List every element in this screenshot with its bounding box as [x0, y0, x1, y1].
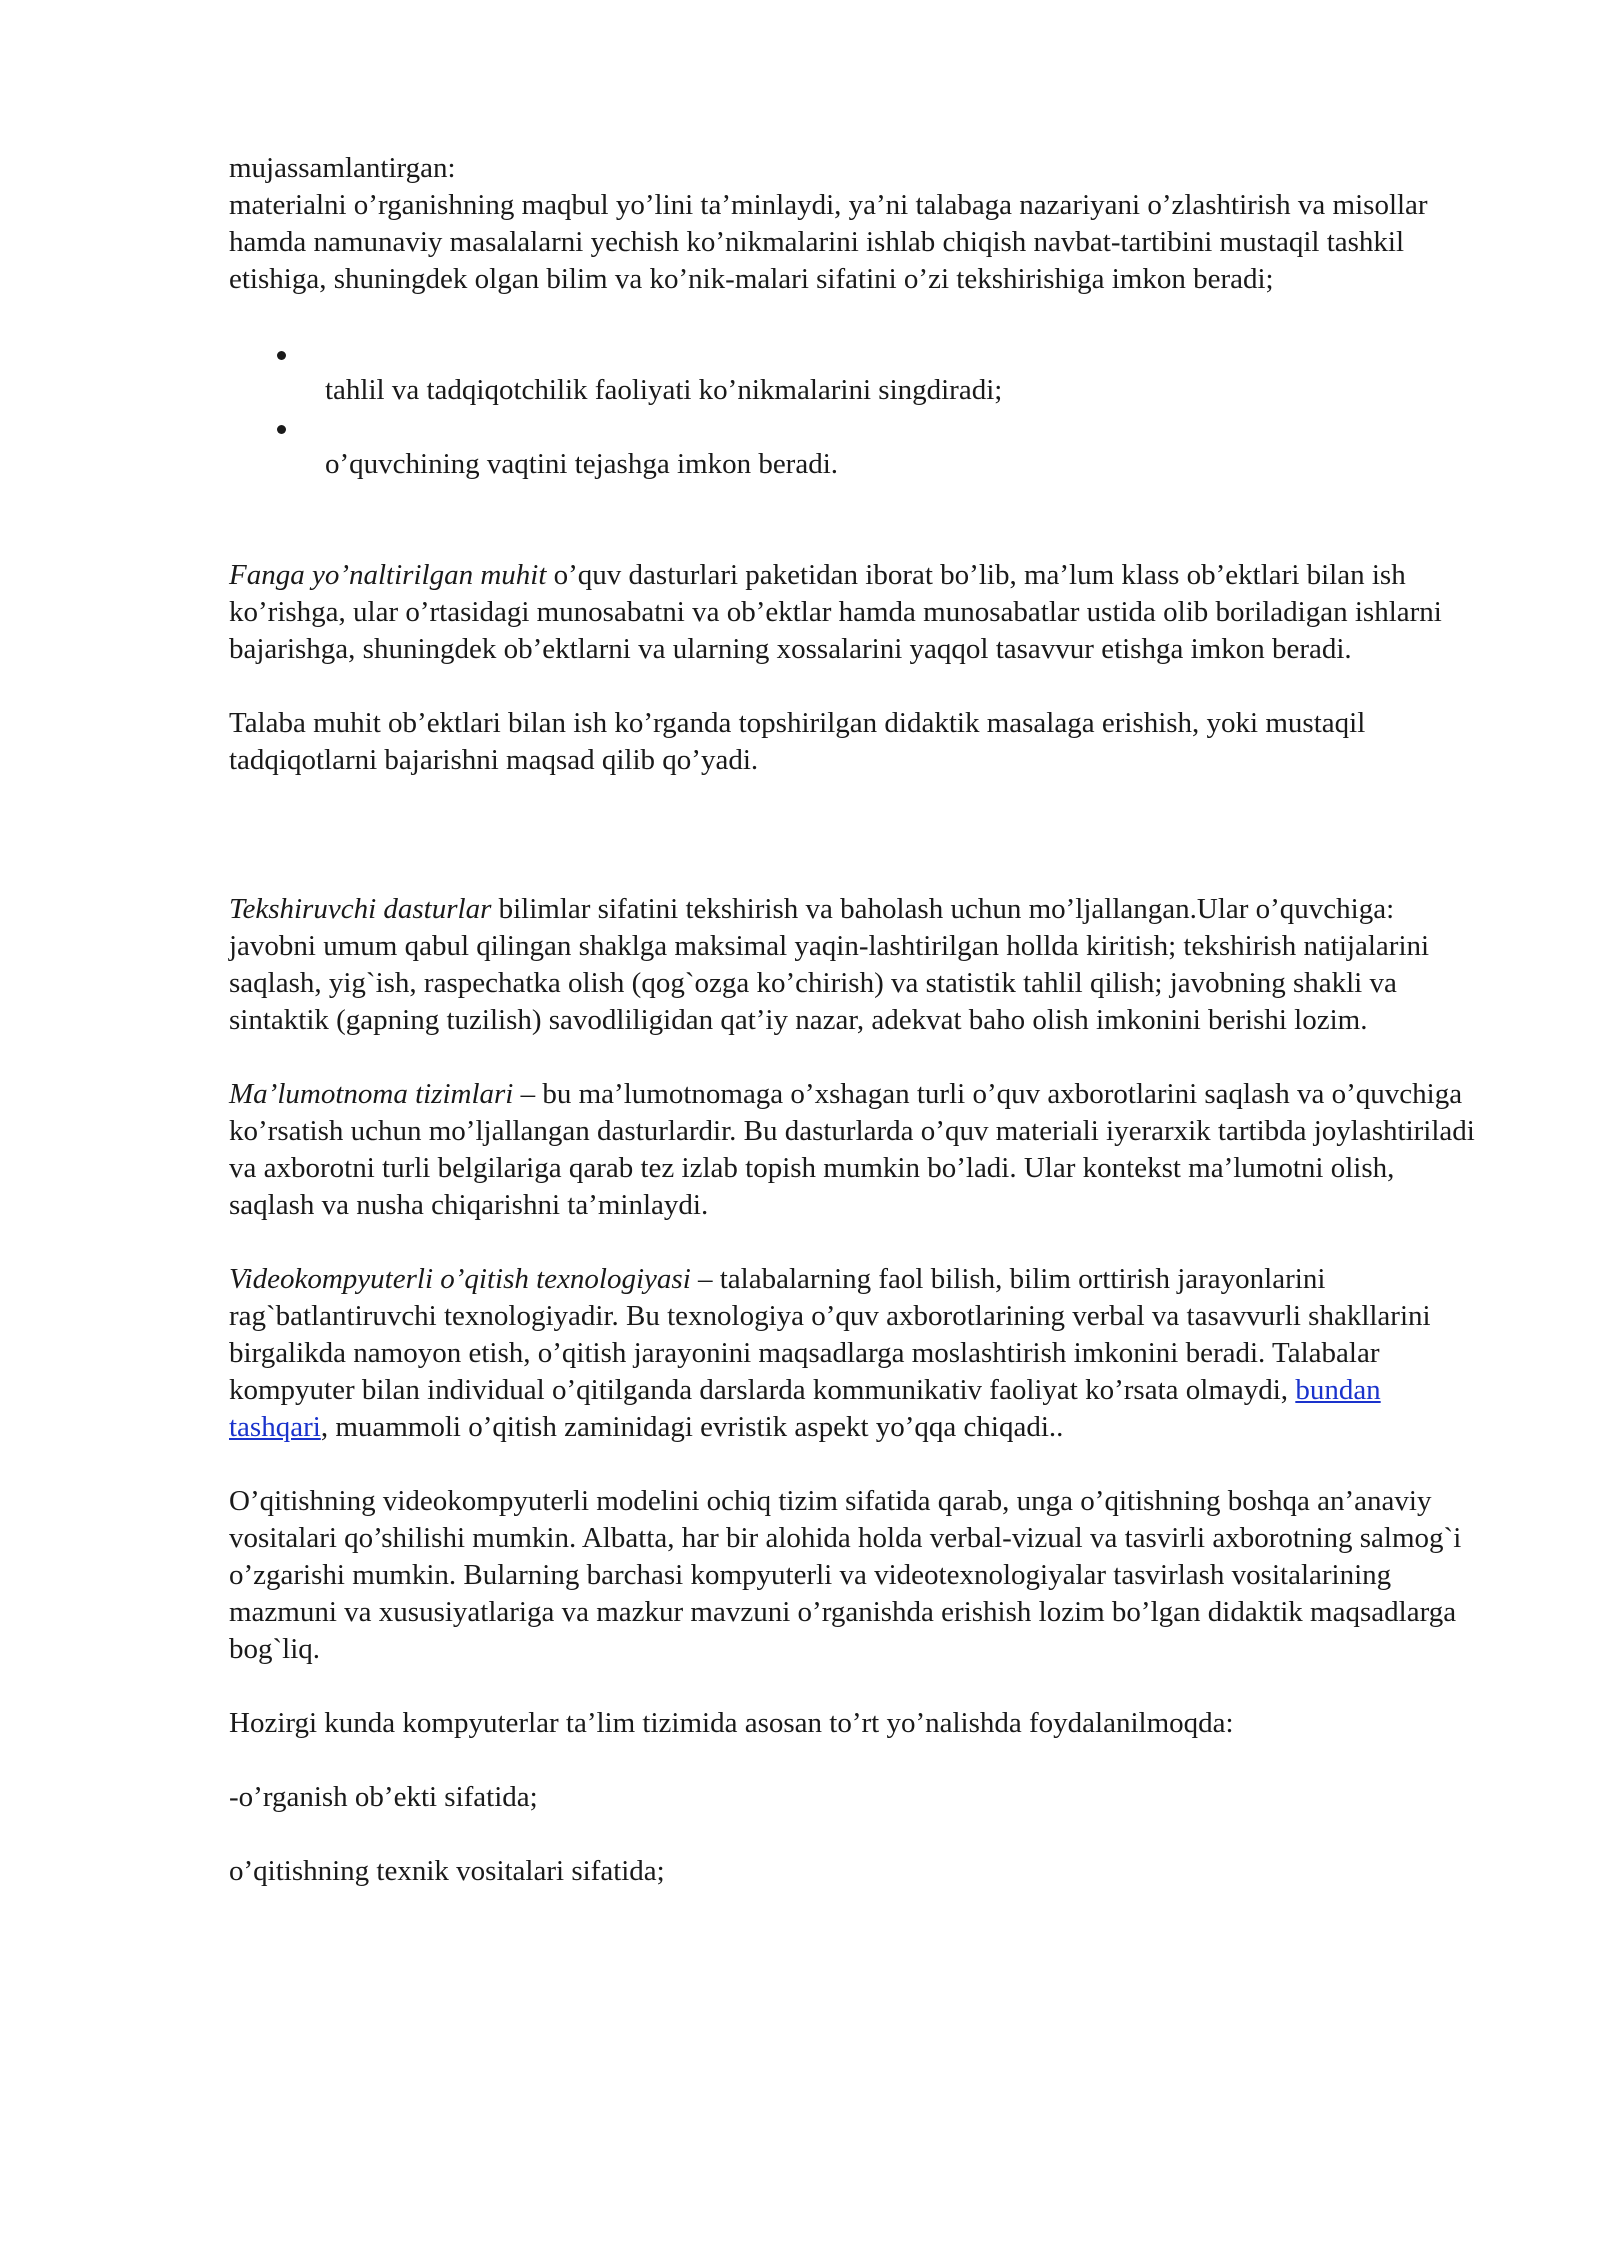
- intro-heading: mujassamlantirgan:: [229, 152, 456, 184]
- bullet-text: tahlil va tadqiqotchilik faoliyati ko’nikmalarini singdiradi;: [325, 374, 1003, 406]
- fanga-term: Fanga yo’naltirilgan muhit: [229, 559, 547, 591]
- spacer: [229, 1742, 1479, 1779]
- hozirgi-paragraph: Hozirgi kunda kompyuterlar ta’lim tizimida asosan to’rt yo’nalishda foydalanilmoqda:: [229, 1707, 1234, 1739]
- tekshiruvchi-text: bilimlar sifatini tekshirish va baholash uchun mo’ljallangan.Ular o’quvchiga: javobni umum qabul qilingan shaklga maksimal yaqin-lashtirilgan hollda kiritish; tekshirish natijalarini saqlash, yig`ish, raspechatka olish (qog`ozga ko’chirish) va statistik tahlil qilish; javobning shakli va sintaktik (gapning tuzilish) savodliligidan qat’iy nazar, adekvat baho olish imkonini berishi lozim.: [229, 893, 1430, 1036]
- list-item: [229, 409, 1479, 483]
- list-item: [229, 335, 1479, 409]
- spacer: [229, 1816, 1479, 1853]
- malumotnoma-text: – bu ma’lumotnomaga o’xshagan turli o’quv axborotlarini saqlash va o’quvchiga ko’rsatish uchun mo’ljallangan dasturlardir. Bu dasturlarda o’quv materiali iyerarxik tartibda joylashtiriladi va axborotni turli belgilariga qarab tez izlab topish mumkin bo’ladi. Ular kontekst ma’lumotni olish, saqlash va nusha chiqarishni ta’minlaydi.: [229, 1078, 1475, 1221]
- document-page: [229, 150, 1479, 1890]
- talaba-paragraph: Talaba muhit ob’ektlari bilan ish ko’rganda topshirilgan didaktik masalaga erishish, yoki mustaqil tadqiqotlarni bajarishni maqsad qilib qo’yadi.: [229, 707, 1366, 776]
- fanga-paragraph: [229, 557, 1479, 668]
- spacer: [229, 1039, 1479, 1076]
- bullet-icon: [229, 335, 1479, 372]
- malumotnoma-paragraph: [229, 1076, 1479, 1224]
- bundan-tashqari-link[interactable]: bundan tashqari: [229, 1374, 1381, 1443]
- spacer: [229, 1224, 1479, 1261]
- bullet-icon: [229, 409, 1479, 446]
- intro-paragraph: materialni o’rganishning maqbul yo’lini ta’minlaydi, ya’ni talabaga nazariyani o’zlashtirish va misollar hamda namunaviy masalalarni yechish ko’nikmalarini ishlab chiqish navbat-tartibini mustaqil tashkil etishiga, shuningdek olgan bilim va ko’nik-malari sifatini o’zi tekshirishiga imkon beradi;: [229, 189, 1428, 295]
- spacer: [229, 1668, 1479, 1705]
- list-item-1: -o’rganish ob’ekti sifatida;: [229, 1781, 538, 1813]
- model-paragraph: O’qitishning videokompyuterli modelini ochiq tizim sifatida qarab, unga o’qitishning boshqa an’anaviy vositalari qo’shilishi mumkin. Albatta, har bir alohida holda verbal-vizual va tasvirli axborotning salmog`i o’zgarishi mumkin. Bularning barchasi kompyuterli va videotexnologiyalar tasvirlash vositalarining mazmuni va xususiyatlariga va mazkur mavzuni o’rganishda erishish lozim bo’lgan didaktik maqsadlarga bog`liq.: [229, 1485, 1462, 1665]
- bullet-list: [229, 335, 1479, 483]
- list-item-2: o’qitishning texnik vositalari sifatida;: [229, 1855, 665, 1887]
- spacer: [229, 668, 1479, 705]
- video-paragraph: [229, 1261, 1479, 1446]
- spacer: [229, 1446, 1479, 1483]
- tekshiruvchi-paragraph: [229, 891, 1479, 1039]
- bullet-text: o’quvchining vaqtini tejashga imkon beradi.: [325, 448, 839, 480]
- spacer: [229, 298, 1479, 335]
- malumotnoma-term: Ma’lumotnoma tizimlari: [229, 1078, 514, 1110]
- video-text-after: , muammoli o’qitish zaminidagi evristik aspekt yo’qqa chiqadi..: [320, 1411, 1064, 1443]
- fanga-text: o’quv dasturlari paketidan iborat bo’lib, ma’lum klass ob’ektlari bilan ish ko’rishga, ular o’rtasidagi munosabatni va ob’ektlar hamda munosabatlar ustida olib boriladigan ishlarni bajarishga, shuningdek ob’ektlarni va ularning xossalarini yaqqol tasavvur etishga imkon beradi.: [229, 559, 1442, 665]
- spacer: [229, 779, 1479, 891]
- video-text-before: – talabalarning faol bilish, bilim orttirish jarayonlarini rag`batlantiruvchi texnologiyadir. Bu texnologiya o’quv axborotlarining verbal va tasavvurli shakllarini birgalikda namoyon etish, o’qitish jarayonini maqsadlarga moslashtirish imkonini beradi. Talabalar kompyuter bilan individual o’qitilganda darslarda kommunikativ faoliyat ko’rsata olmaydi,: [229, 1263, 1431, 1406]
- spacer: [229, 520, 1479, 557]
- video-term: Videokompyuterli o’qitish texnologiyasi: [229, 1263, 691, 1295]
- tekshiruvchi-term: Tekshiruvchi dasturlar: [229, 893, 492, 925]
- spacer: [229, 483, 1479, 520]
